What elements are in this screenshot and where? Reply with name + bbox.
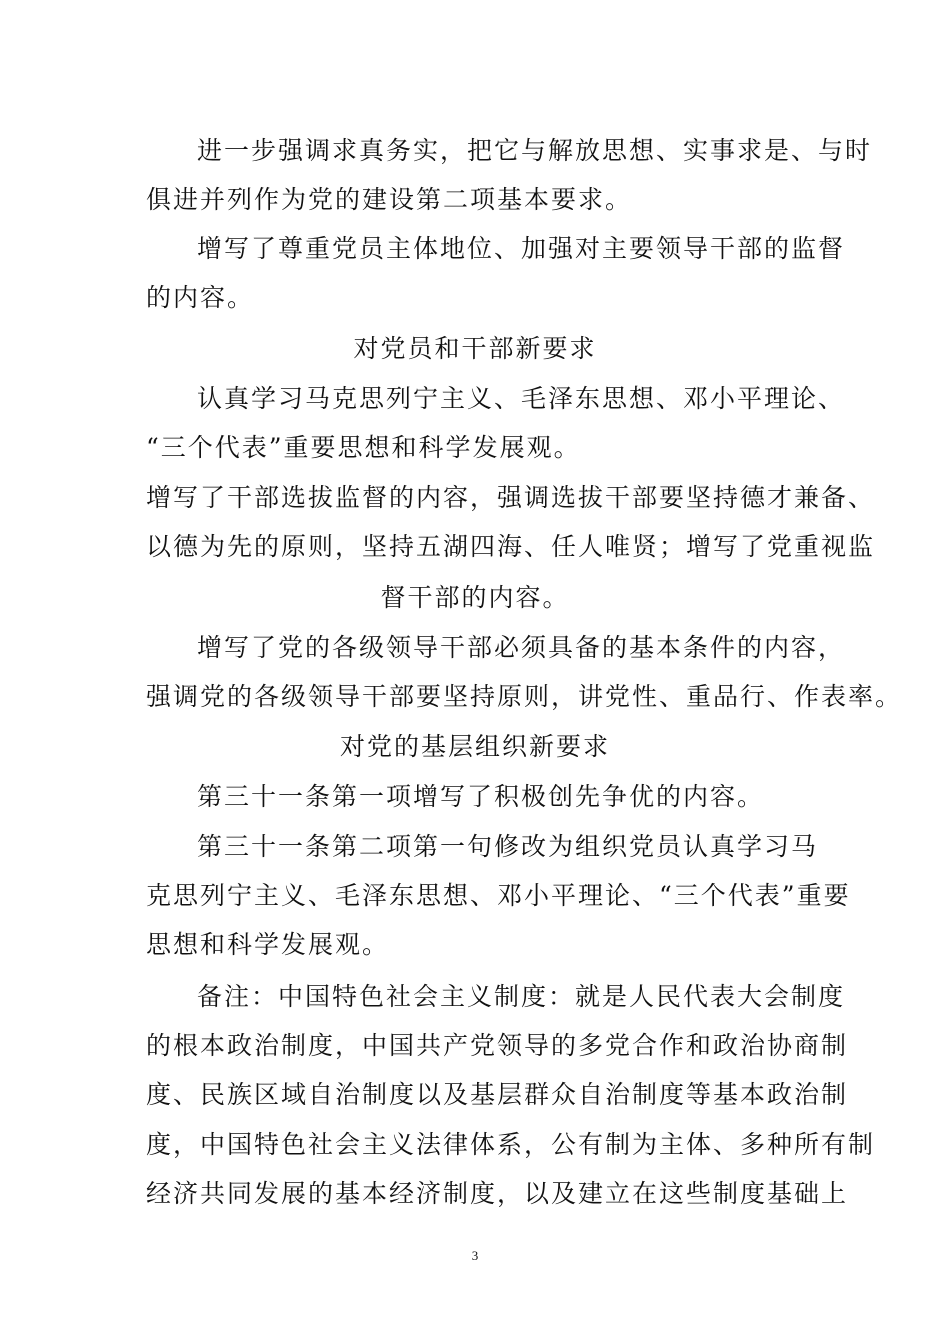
paragraph-line: 增写了尊重党员主体地位、加强对主要领导干部的监督 — [197, 234, 846, 263]
paragraph-line: 备注：中国特色社会主义制度：就是人民代表大会制度 — [197, 982, 846, 1011]
section-heading: 对党员和干部新要求 — [353, 334, 597, 363]
paragraph-line: 督干部的内容。 — [380, 583, 570, 612]
paragraph-line: 以德为先的原则，坚持五湖四海、任人唯贤；增写了党重视监 — [146, 532, 876, 561]
paragraph-line: 认真学习马克思列宁主义、毛泽东思想、邓小平理论、 — [197, 384, 846, 413]
section-heading: 对党的基层组织新要求 — [339, 732, 610, 761]
paragraph-line: 度，中国特色社会主义法律体系，公有制为主体、多种所有制 — [146, 1130, 876, 1159]
paragraph-line: 进一步强调求真务实，把它与解放思想、实事求是、与时 — [197, 136, 873, 165]
paragraph-line: 经济共同发展的基本经济制度，以及建立在这些制度基础上 — [146, 1179, 849, 1208]
paragraph-line: 的根本政治制度，中国共产党领导的多党合作和政治协商制 — [146, 1031, 849, 1060]
paragraph-line: 度、民族区域自治制度以及基层群众自治制度等基本政治制 — [146, 1080, 849, 1109]
paragraph-line: 克思列宁主义、毛泽东思想、邓小平理论、“三个代表”重要 — [146, 881, 851, 910]
paragraph-line: 强调党的各级领导干部要坚持原则，讲党性、重品行、作表率。 — [146, 682, 903, 711]
paragraph-line: 增写了干部选拔监督的内容，强调选拔干部要坚持德才兼备、 — [146, 483, 876, 512]
page-number: 3 — [471, 1248, 479, 1263]
paragraph-line: 第三十一条第二项第一句修改为组织党员认真学习马 — [197, 832, 819, 861]
paragraph-line: 增写了党的各级领导干部必须具备的基本条件的内容， — [197, 633, 846, 662]
paragraph-line: 第三十一条第一项增写了积极创先争优的内容。 — [197, 782, 765, 811]
paragraph-line: 思想和科学发展观。 — [146, 930, 390, 959]
paragraph-line: 的内容。 — [146, 283, 255, 312]
paragraph-line: “三个代表”重要思想和科学发展观。 — [146, 433, 581, 462]
paragraph-line: 俱进并列作为党的建设第二项基本要求。 — [146, 185, 633, 214]
